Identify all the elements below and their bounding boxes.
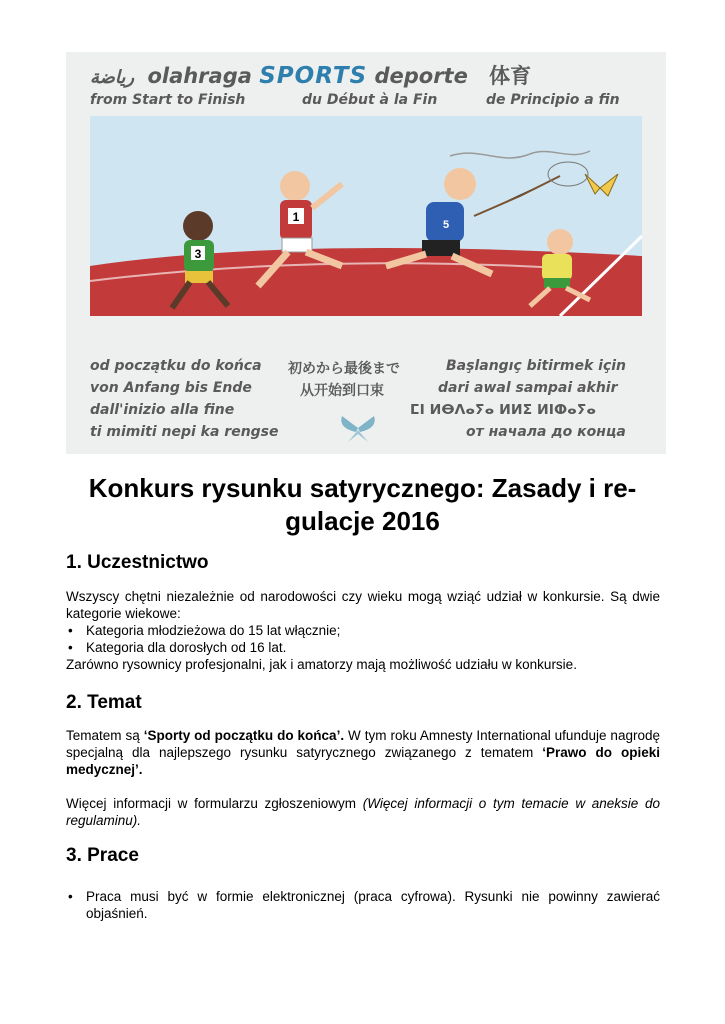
runner-green-number: 3	[194, 247, 202, 261]
list-item: • Kategoria dla dorosłych od 16 lat.	[66, 639, 660, 656]
lang-ja: 初めから最後まで	[288, 361, 400, 377]
special-prize-theme: ‘Prawo do opieki medycznej’.	[66, 745, 660, 777]
list-item: • Praca musi być w formie elektronicznej (praca cyfrowa). Rysunki nie powinny zawierać objaśnień.	[66, 888, 660, 922]
banner-sub-es: de Principio a fin	[486, 92, 620, 108]
runners-svg	[90, 116, 642, 316]
section-2-paragraph-2	[66, 795, 660, 829]
lang-id: dari awal sampai akhir	[438, 380, 618, 396]
lang-tr: Başlangıç bitirmek için	[446, 358, 627, 374]
lang-zh: 从开始到口束	[300, 383, 384, 399]
section-2-body	[66, 727, 660, 829]
section-3-body	[66, 888, 660, 922]
lang-it: dall'inizio alla fine	[90, 402, 235, 418]
banner-title-sports: SPORTS	[259, 63, 368, 89]
section-2-paragraph-1	[66, 727, 660, 778]
banner-title-cjk: 体育	[489, 64, 532, 88]
text-run: Więcej informacji w formularzu zgłoszeniowym	[66, 796, 363, 811]
section-1-heading: 1. Uczestnictwo	[66, 552, 209, 573]
theme-name: ‘Sporty od początku do końca’.	[143, 728, 345, 743]
runner-blue-number: 5	[442, 219, 450, 231]
banner-title-arabic: رياضة	[90, 67, 135, 88]
section-3-heading: 3. Prace	[66, 845, 139, 866]
runners-illustration	[90, 116, 642, 316]
runner-red-number: 1	[292, 210, 300, 224]
age-category-list	[66, 622, 660, 656]
banner-title-suffix: deporte	[374, 64, 468, 88]
banner-title	[90, 60, 531, 90]
section-2-heading: 2. Temat	[66, 692, 142, 713]
section-1-body	[66, 588, 660, 673]
banner-sub-en: from Start to Finish	[90, 92, 246, 108]
list-item: • Kategoria młodzieżowa do 15 lat włącznie;	[66, 622, 660, 639]
cartoon-banner	[66, 52, 666, 454]
text-run: W tym roku Amnesty International ufunduje nagrodę specjalną dla najlepszego rysunku satyrycznego związanego z tematem	[66, 728, 660, 760]
lang-sw: ti mimiti nepi ka rengse	[90, 424, 279, 440]
section-1-intro: Wszyscy chętni niezależnie od narodowości czy wieku mogą wziąć udział w konkursie. Są dwie kategorie wiekowe:	[66, 589, 660, 621]
butterfly-small-icon	[336, 412, 380, 444]
lang-pl: od początku do końca	[90, 358, 262, 374]
text-run: Tematem są	[66, 728, 144, 743]
annex-note: (Więcej informacji o tym temacie w aneksie do regulaminu).	[66, 796, 660, 828]
banner-title-prefix: olahraga	[147, 64, 252, 88]
lang-tifinagh: ⵎⵏ ⵍⴱⴷⴰⵢⴰ ⵍⵍⵉ ⵍⵏⵀⴰⵢⴰ	[410, 402, 597, 418]
section-1-outro: Zarówno rysownicy profesjonalni, jak i amatorzy mają możliwość udziału w konkursie.	[66, 657, 577, 672]
lang-ru: от начала до конца	[466, 424, 626, 440]
works-rules-list	[66, 888, 660, 922]
banner-sub-fr: du Début à la Fin	[302, 92, 438, 108]
lang-de: von Anfang bis Ende	[90, 380, 252, 396]
document-title: Konkurs rysunku satyrycznego: Zasady i re-gulacje 2016	[88, 473, 637, 536]
